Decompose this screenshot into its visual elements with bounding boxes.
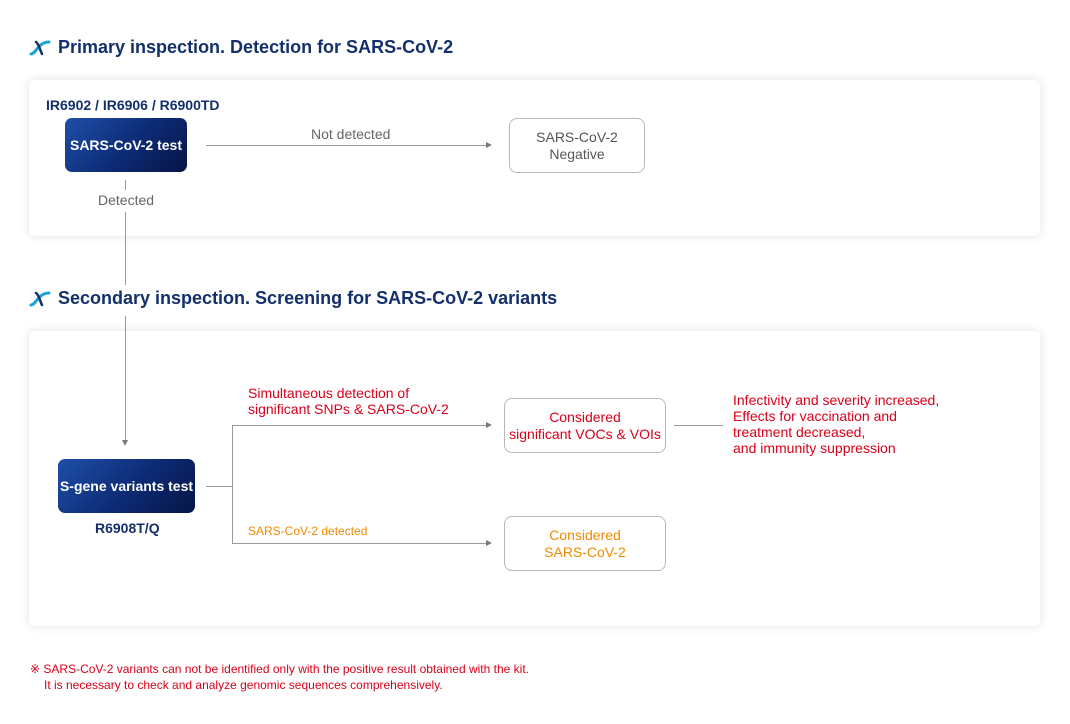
negative-line1: SARS-CoV-2 [536, 128, 618, 145]
consequence-text [733, 392, 939, 456]
detected-label: Detected [98, 192, 155, 208]
sars-line1: Considered [549, 526, 621, 543]
s-gene-variants-test-button[interactable] [58, 459, 195, 513]
branch-stem [206, 486, 232, 487]
not-detected-arrowhead [486, 142, 492, 148]
consequence-connector [674, 425, 723, 426]
secondary-model: R6908T/Q [95, 520, 160, 536]
dna-icon [28, 289, 52, 309]
not-detected-arrow-line [206, 145, 488, 146]
sars-line2: SARS-CoV-2 [544, 543, 626, 560]
voc-line1: Considered [549, 408, 621, 425]
detected-line-top [125, 180, 126, 190]
primary-models: IR6902 / IR6906 / R6900TD [46, 97, 220, 113]
sars-cov-2-test-label: SARS-CoV-2 test [69, 137, 183, 153]
branch-top-line1: Simultaneous detection of [248, 385, 410, 401]
branch-bottom-arrowhead [486, 540, 492, 546]
footnote [30, 661, 529, 693]
detected-line-middle [125, 212, 126, 285]
consequence-line4: and immunity suppression [733, 440, 896, 456]
voc-line2: significant VOCs & VOIs [509, 425, 661, 442]
branch-top-line [232, 425, 488, 426]
secondary-title-text: Secondary inspection. Screening for SARS-CoV-2 variants [58, 288, 558, 308]
branch-top-arrowhead [486, 422, 492, 428]
consequence-line1: Infectivity and severity increased, [733, 392, 940, 408]
branch-top-line2: significant SNPs & SARS-CoV-2 [248, 401, 449, 417]
detected-line-bottom [125, 316, 126, 440]
negative-line2: Negative [549, 145, 605, 162]
sars-result-box [504, 516, 666, 571]
not-detected-label: Not detected [311, 126, 391, 142]
primary-section-title [28, 37, 453, 58]
branch-top-label [248, 385, 449, 417]
branch-vertical [232, 425, 233, 543]
negative-result-box [509, 118, 645, 173]
consequence-line2: Effects for vaccination and [733, 408, 897, 424]
footnote-line2: It is necessary to check and analyze genomic sequences comprehensively. [44, 678, 443, 692]
branch-bottom-label: SARS-CoV-2 detected [248, 524, 368, 538]
dna-icon [28, 38, 52, 58]
branch-bottom-line [232, 543, 488, 544]
secondary-section-title [28, 288, 557, 309]
s-gene-test-label: S-gene variants test [59, 478, 194, 494]
detected-arrowhead [122, 440, 128, 446]
sars-cov-2-test-button[interactable] [65, 118, 187, 172]
voc-result-box [504, 398, 666, 453]
primary-title-text: Primary inspection. Detection for SARS-CoV-2 [58, 37, 454, 57]
consequence-line3: treatment decreased, [733, 424, 866, 440]
footnote-line1: ※ SARS-CoV-2 variants can not be identified only with the positive result obtained with the kit. [30, 662, 529, 676]
